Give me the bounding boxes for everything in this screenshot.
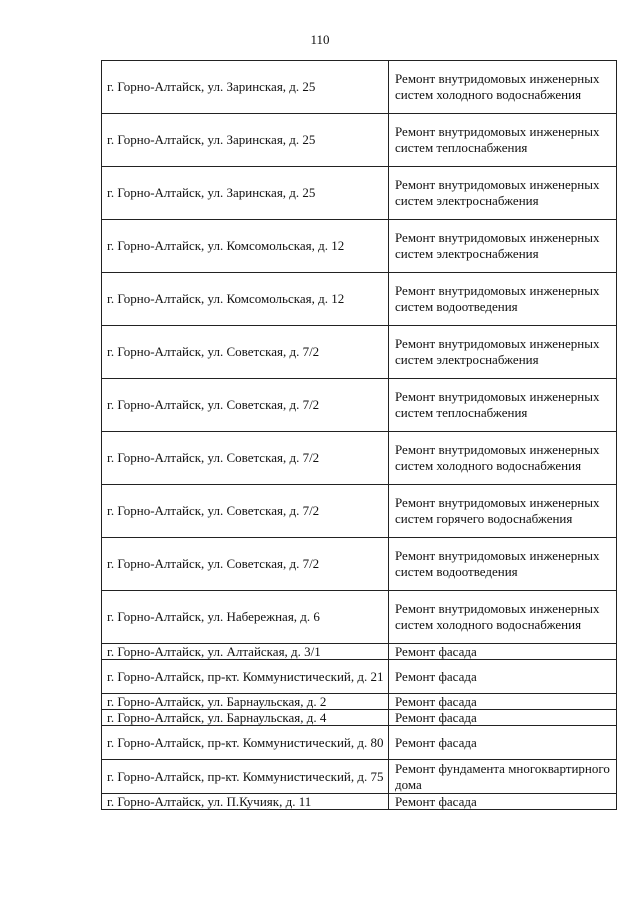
table-row [102, 379, 617, 432]
table-row [102, 61, 617, 114]
address-cell: г. Горно-Алтайск, ул. Набережная, д. 6 [102, 591, 389, 644]
table-row [102, 591, 617, 644]
work-cell: Ремонт внутридомовых инженерных систем холодного водоснабжения [389, 61, 617, 114]
address-cell: г. Горно-Алтайск, ул. Заринская, д. 25 [102, 61, 389, 114]
address-cell: г. Горно-Алтайск, ул. Советская, д. 7/2 [102, 432, 389, 485]
table-row [102, 760, 617, 794]
address-cell: г. Горно-Алтайск, ул. Советская, д. 7/2 [102, 485, 389, 538]
table-row [102, 726, 617, 760]
table-row [102, 485, 617, 538]
work-cell: Ремонт фасада [389, 794, 617, 810]
work-cell: Ремонт фасада [389, 644, 617, 660]
address-cell: г. Горно-Алтайск, пр-кт. Коммунистический, д. 80 [102, 726, 389, 760]
table-row [102, 114, 617, 167]
address-cell: г. Горно-Алтайск, ул. Комсомольская, д. 12 [102, 220, 389, 273]
work-cell: Ремонт внутридомовых инженерных систем холодного водоснабжения [389, 591, 617, 644]
table-row [102, 432, 617, 485]
table-row [102, 167, 617, 220]
table-row [102, 644, 617, 660]
work-cell: Ремонт фасада [389, 726, 617, 760]
work-cell: Ремонт внутридомовых инженерных систем электроснабжения [389, 220, 617, 273]
work-cell: Ремонт внутридомовых инженерных систем водоотведения [389, 273, 617, 326]
address-cell: г. Горно-Алтайск, пр-кт. Коммунистический, д. 21 [102, 660, 389, 694]
table-row [102, 710, 617, 726]
table-row [102, 220, 617, 273]
address-cell: г. Горно-Алтайск, ул. Советская, д. 7/2 [102, 326, 389, 379]
work-cell: Ремонт внутридомовых инженерных систем электроснабжения [389, 326, 617, 379]
table-row [102, 273, 617, 326]
work-cell: Ремонт внутридомовых инженерных систем водоотведения [389, 538, 617, 591]
work-cell: Ремонт внутридомовых инженерных систем холодного водоснабжения [389, 432, 617, 485]
page-number: 110 [310, 32, 330, 47]
work-cell: Ремонт внутридомовых инженерных систем теплоснабжения [389, 114, 617, 167]
table-row [102, 660, 617, 694]
work-cell: Ремонт внутридомовых инженерных систем электроснабжения [389, 167, 617, 220]
work-cell: Ремонт фасада [389, 694, 617, 710]
table-row [102, 794, 617, 810]
address-cell: г. Горно-Алтайск, ул. П.Кучияк, д. 11 [102, 794, 389, 810]
address-cell: г. Горно-Алтайск, ул. Барнаульская, д. 4 [102, 710, 389, 726]
work-cell: Ремонт фасада [389, 710, 617, 726]
work-cell: Ремонт фундамента многоквартирного дома [389, 760, 617, 794]
work-cell: Ремонт внутридомовых инженерных систем горячего водоснабжения [389, 485, 617, 538]
table-row [102, 326, 617, 379]
address-cell: г. Горно-Алтайск, ул. Заринская, д. 25 [102, 167, 389, 220]
table-row [102, 694, 617, 710]
work-cell: Ремонт фасада [389, 660, 617, 694]
address-cell: г. Горно-Алтайск, ул. Заринская, д. 25 [102, 114, 389, 167]
address-cell: г. Горно-Алтайск, ул. Советская, д. 7/2 [102, 538, 389, 591]
address-cell: г. Горно-Алтайск, ул. Комсомольская, д. 12 [102, 273, 389, 326]
address-cell: г. Горно-Алтайск, пр-кт. Коммунистический, д. 75 [102, 760, 389, 794]
address-cell: г. Горно-Алтайск, ул. Алтайская, д. 3/1 [102, 644, 389, 660]
address-cell: г. Горно-Алтайск, ул. Советская, д. 7/2 [102, 379, 389, 432]
work-cell: Ремонт внутридомовых инженерных систем теплоснабжения [389, 379, 617, 432]
address-cell: г. Горно-Алтайск, ул. Барнаульская, д. 2 [102, 694, 389, 710]
table-row [102, 538, 617, 591]
works-table [101, 60, 617, 810]
